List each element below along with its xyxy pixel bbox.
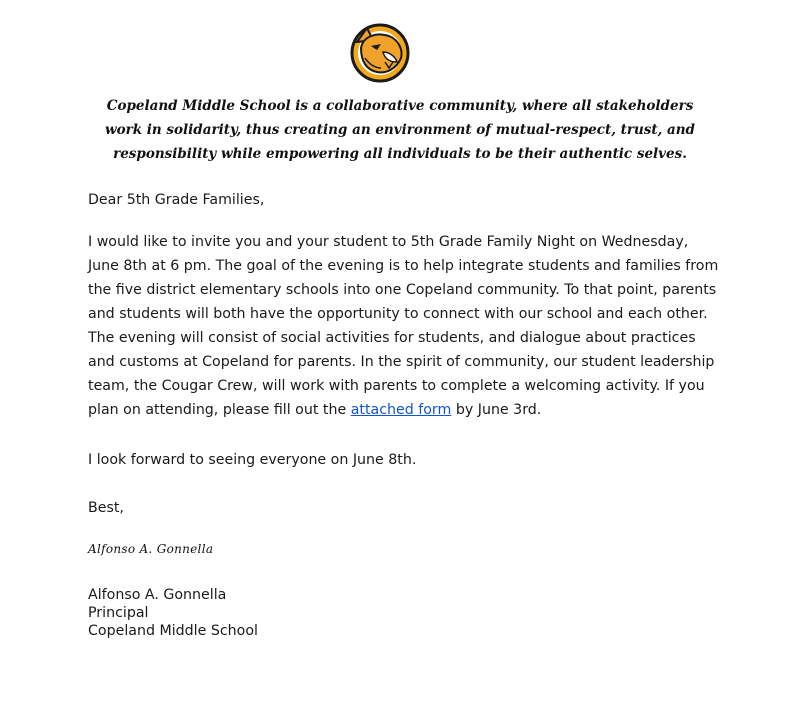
handwritten-signature: Alfonso A. Gonnella [88,542,214,556]
body-text-before-link: I would like to invite you and your student to 5th Grade Family Night on Wednesday, June 8th at 6 pm. The goal of the evening is to help integrate students and families from the five district elementary schools into one Copeland community. To that point, parents and students will both have the opportunity to connect with our school and each other. The evening will consist of social activities for students, and dialogue about practices and customs at Copeland for parents. In the spirit of community, our student leadership team, the Cougar Crew, will work with parents to complete a welcoming activity. If you plan on attending, please fill out the [88,234,719,418]
signature-block [88,586,258,640]
cougar-mascot-icon [347,22,411,84]
school-mission-statement: Copeland Middle School is a collaborative community, where all stakeholders work in solidarity, thus creating an environment of mutual-respect, trust, and responsibility while empowering all individuals to be their authentic selves. [105,98,695,162]
signer-name: Alfonso A. Gonnella [88,587,227,603]
attached-form-link[interactable]: attached form [350,402,452,418]
letter-sign-off: Best, [88,500,124,516]
body-text-after-link: by June 3rd. [451,402,542,418]
signer-title: Principal [88,605,149,621]
letter-closing-line: I look forward to seeing everyone on June 8th. [88,452,417,468]
letter-greeting: Dear 5th Grade Families, [88,192,265,208]
letter-body-paragraph [88,230,720,422]
signer-school: Copeland Middle School [88,623,258,639]
